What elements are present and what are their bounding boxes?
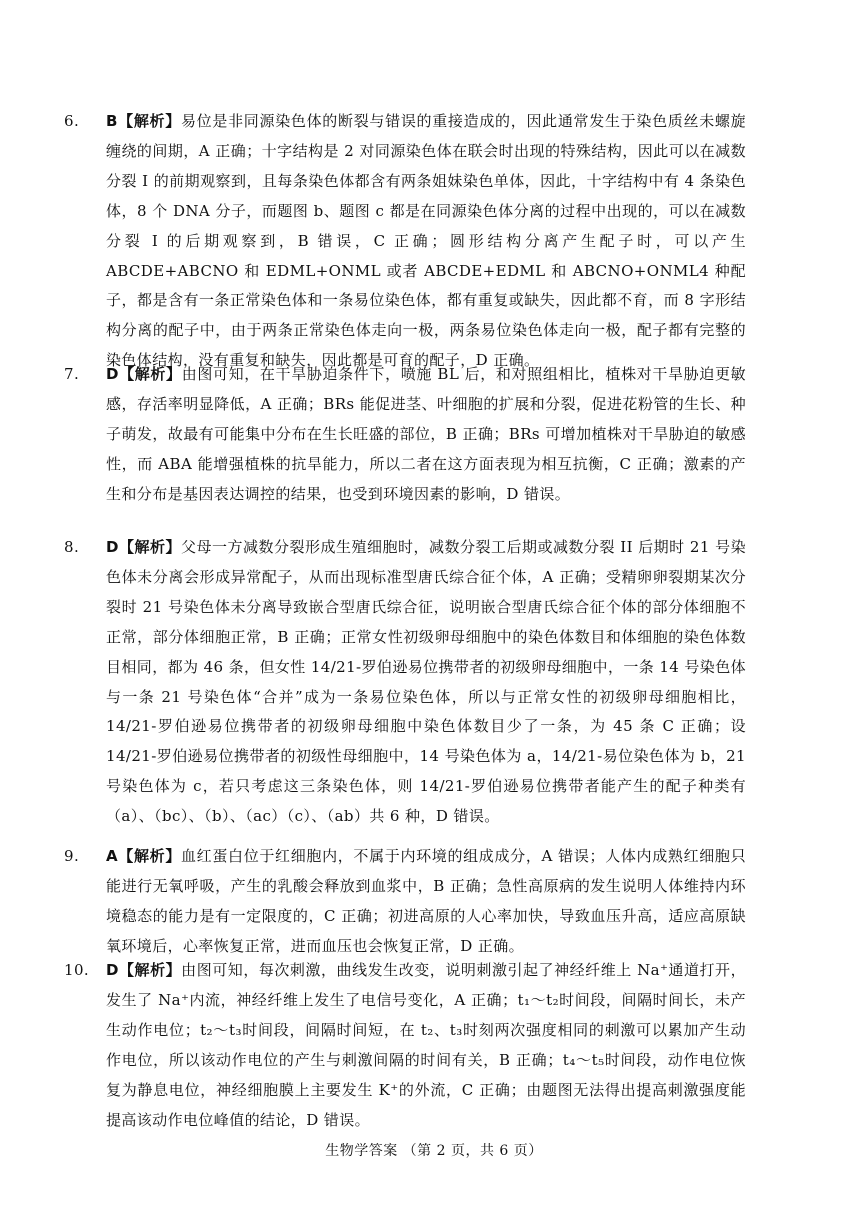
answer-letter: D — [106, 365, 119, 383]
analysis-text: 由图可知，在干旱胁迫条件下，喷施 BL 后，和对照组相比，植株对干旱胁迫更敏感，存活率明显降低，A 正确；BRs 能促进茎、叶细胞的扩展和分裂，促进花粉管的生长、种子萌发，故最有可能集中分布在生长旺盛的部位，B 正确；BRs 可增加植株对干旱胁迫的敏感性，而 ABA 能增强植株的抗旱能力，所以二者在这方面表现为相互抗衡，C 正确；激素的产生和分布是基因表达调控的结果，也受到环境因素的影响，D 错误。 — [106, 365, 746, 503]
question-number: 8. — [64, 538, 80, 556]
analysis-text: 父母一方减数分裂形成生殖细胞时，减数分裂工后期或减数分裂 II 后期时 21 号染色体未分离会形成异常配子，从而出现标准型唐氏综合征个体，A 正确；受精卵卵裂期某次分裂时 21 号染色体未分离导致嵌合型唐氏综合征，说明嵌合型唐氏综合征个体的部分体细胞不正常，部分体细胞正常，B 正确；正常女性初级卵母细胞中的染色体数目和体细胞的染色体数目相同，都为 46 条，但女性 14/21-罗伯逊易位携带者的初级卵母细胞中，一条 14 号染色体与一条 21 号染色体“合并”成为一条易位染色体，所以与正常女性的初级卵母细胞相比，14/21-罗伯逊易位携带者的初级卵母细胞中染色体数目少了一条，为 45 条 C 正确；设 14/21-罗伯逊易位携带者的初级性母细胞中，14 号染色体为 a，14/21-易位染色体为 b，21 号染色体为 c，若只考虑这三条染色体，则 14/21-罗伯逊易位携带者能产生的配子种类有（a）、（bc）、（b）、（ac）（c）、（ab）共 6 种，D 错误。 — [106, 538, 746, 826]
question-number: 9. — [64, 847, 80, 865]
answer-item-10 — [64, 956, 746, 1135]
question-number: 7. — [64, 365, 80, 383]
page-footer: 生物学答案 （第 2 页，共 6 页） — [325, 1143, 543, 1159]
analysis-tag: 【解析】 — [118, 538, 181, 556]
analysis-tag: 【解析】 — [118, 961, 182, 979]
analysis-tag: 【解析】 — [118, 847, 181, 865]
analysis-text: 血红蛋白位于红细胞内，不属于内环境的组成成分，A 错误；人体内成熟红细胞只能进行无氧呼吸，产生的乳酸会释放到血浆中，B 正确；急性高原病的发生说明人体维持内环境稳态的能力是有一定限度的，C 正确；初进高原的人心率加快，导致血压升高，适应高原缺氧环境后，心率恢复正常，进而血压也会恢复正常，D 正确。 — [106, 847, 747, 955]
analysis-text: 易位是非同源染色体的断裂与错误的重接造成的，因此通常发生于染色质丝未螺旋缠绕的间期，A 正确；十字结构是 2 对同源染色体在联会时出现的特殊结构，因此可以在减数分裂 I 的前期观察到，且每条染色体都含有两条姐妹染色单体，因此，十字结构中有 4 条染色体，8 个 DNA 分子，而题图 b、题图 c 都是在同源染色体分离的过程中出现的，可以在减数分裂 I 的后期观察到，B 错误，C 正确；圆形结构分离产生配子时，可以产生 ABCDE+ABCNO 和 EDML+ONML 或者 ABCDE+EDML 和 ABCNO+ONML4 种配子，都是含有一条正常染色体和一条易位染色体，都有重复或缺失，因此都不育，而 8 字形结构分离的配子中，由于两条正常染色体走向一极，两条易位染色体走向一极，配子都有完整的染色体结构，没有重复和缺失，因此都是可育的配子，D 正确。 — [106, 112, 746, 370]
answer-item-8 — [64, 533, 746, 832]
analysis-tag: 【解析】 — [117, 112, 181, 130]
answer-item-6 — [64, 107, 746, 376]
answer-letter: D — [106, 538, 119, 556]
answer-letter: A — [106, 847, 119, 865]
answer-letter: D — [106, 961, 119, 979]
question-number: 10. — [64, 961, 90, 979]
answer-item-9 — [64, 842, 747, 962]
answer-letter: B — [106, 112, 118, 130]
analysis-text: 由图可知，每次刺激，曲线发生改变，说明刺激引起了神经纤维上 Na⁺通道打开，发生了 Na⁺内流，神经纤维上发生了电信号变化，A 正确；t₁～t₂时间段，间隔时间长，未产生动作电位；t₂～t₃时间段，间隔时间短，在 t₂、t₃时刻两次强度相同的刺激可以累加产生动作电位，所以该动作电位的产生与刺激间隔的时间有关，B 正确；t₄～t₅时间段，动作电位恢复为静息电位，神经细胞膜上主要发生 K⁺的外流，C 正确；由题图无法得出提高刺激强度能提高该动作电位峰值的结论，D 错误。 — [106, 961, 746, 1129]
answer-item-7 — [64, 360, 746, 510]
analysis-tag: 【解析】 — [118, 365, 182, 383]
question-number: 6. — [64, 112, 80, 130]
